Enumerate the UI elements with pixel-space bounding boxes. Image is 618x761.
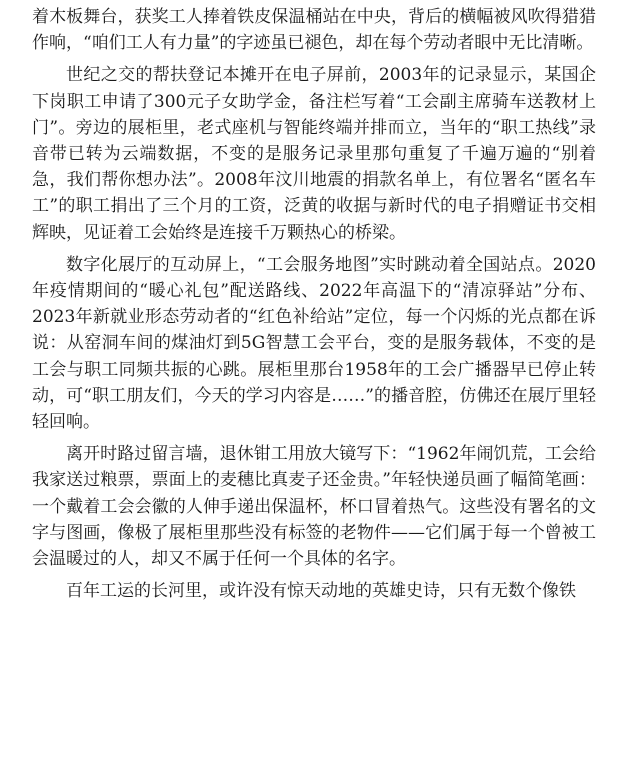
paragraph-support-register: 世纪之交的帮扶登记本摊开在电子屏前，2003年的记录显示，某国企下岗职工申请了300元子女助学金，备注栏写着“工会副主席骑车送教材上门”。旁边的展柜里，老式座机与智能终端并排而立，当年的“职工热线”录音带已转为云端数据，不变的是服务记录里那句重复了千遍万遍的“别着急，我们帮你想办法”。2008年汶川地震的捐款名单上，有位署名“匿名车工”的职工捐出了三个月的工资，泛黄的收据与新时代的电子捐赠证书交相辉映，见证着工会始终是连接千万颗热心的桥梁。 bbox=[32, 65, 596, 243]
paragraph-award-stage: 着木板舞台，获奖工人捧着铁皮保温桶站在中央，背后的横幅被风吹得猎猎作响，“咱们工人有力量”的字迹虽已褪色，却在每个劳动者眼中无比清晰。 bbox=[32, 7, 596, 54]
paragraph-centennial: 百年工运的长河里，或许没有惊天动地的英雄史诗，只有无数个像铁 bbox=[66, 581, 576, 602]
paragraph-message-wall: 离开时路过留言墙，退休钳工用放大镜写下：“1962年闹饥荒，工会给我家送过粮票，票面上的麦穗比真麦子还金贵。”年轻快递员画了幅简笔画：一个戴着工会会徽的人伸手递出保温杯，杯口冒着热气。这些没有署名的文字与图画，像极了展柜里那些没有标签的老物件——它们属于每一个曾被工会温暖过的人，却又不属于任何一个具体的名字。 bbox=[32, 444, 596, 570]
paragraph-digital-hall: 数字化展厅的互动屏上，“工会服务地图”实时跳动着全国站点。2020年疫情期间的“暖心礼包”配送路线、2022年高温下的“清凉驿站”分布、2023年新就业形态劳动者的“红色补给站”定位，每一个闪烁的光点都在诉说：从窑洞车间的煤油灯到5G智慧工会平台，变的是服务载体，不变的是工会与职工同频共振的心跳。展柜里那台1958年的工会广播器早已停止转动，可“职工朋友们，今天的学习内容是……”的播音腔，仿佛还在展厅里轻轻回响。 bbox=[32, 254, 596, 433]
